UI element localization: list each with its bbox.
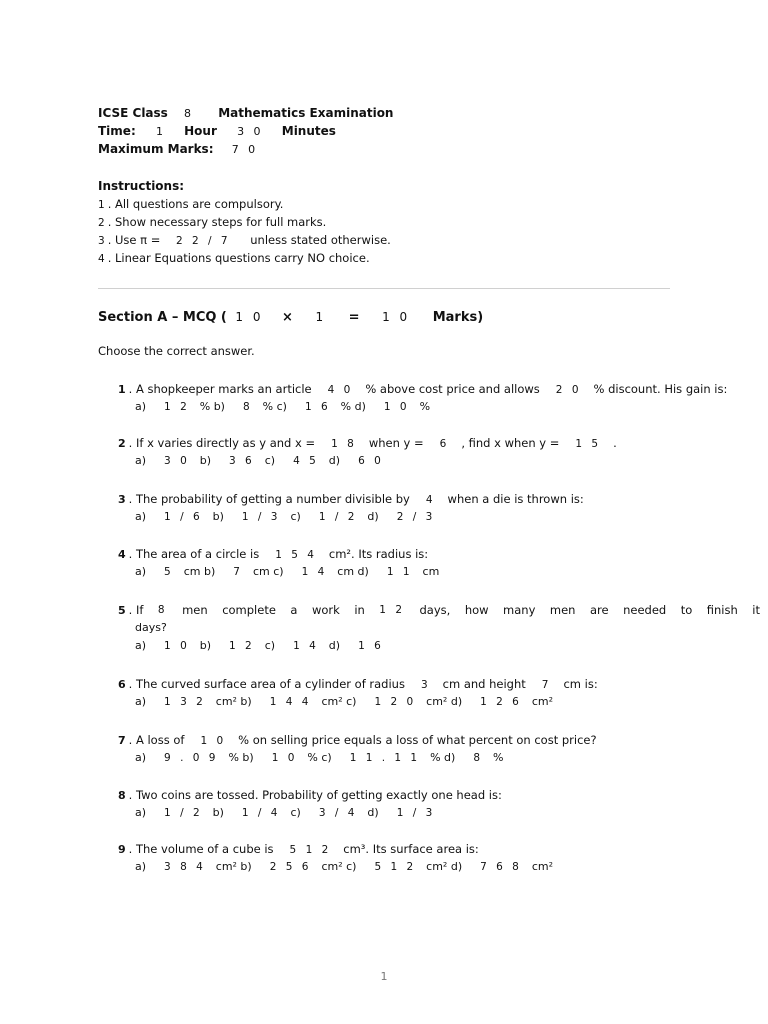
option-value: 1 6 (358, 640, 384, 652)
option-value: 1 2 (229, 640, 255, 652)
option-value: 1 / 4 (241, 807, 281, 819)
option-label: cm² (531, 695, 554, 708)
option-value: 9 . 0 9 (164, 752, 219, 764)
option-label: a) (135, 565, 147, 578)
option-label: c) (290, 510, 301, 523)
exam-name: Mathematics Examination (218, 106, 394, 120)
question-text: 3. The probability of getting a number divisible by 4 when a die is thrown is: (118, 492, 584, 506)
question-number: 7 (118, 734, 129, 747)
option-value: 1 0 (383, 401, 410, 413)
instruction-item: 2. Show necessary steps for full marks. (98, 215, 327, 229)
option-value: 1 / 2 (318, 511, 358, 523)
answer-options (135, 452, 394, 470)
question-text: 4. The area of a circle is 1 5 4 cm². Its radius is: (118, 547, 429, 561)
instruction-item: 4. Linear Equations questions carry NO choice. (98, 251, 370, 265)
question-text: 7. A loss of 1 0 % on selling price equals a loss of what percent on cost price? (118, 733, 597, 747)
option-label: % c) (262, 400, 287, 413)
answer-options (135, 749, 503, 767)
option-label: a) (135, 806, 147, 819)
option-label: a) (135, 860, 147, 873)
option-label: a) (135, 454, 147, 467)
section-subtitle: Choose the correct answer. (98, 344, 255, 358)
option-value: 1 1 (386, 566, 413, 578)
header-time-line (98, 122, 336, 141)
option-label: cm² d) (426, 695, 463, 708)
question-number: 4 (118, 548, 129, 561)
instruction-item: 3. Use π = 2 2 / 7 unless stated otherwise. (98, 233, 391, 247)
question-text: 2. If x varies directly as y and x = 1 8 when y = 6 , find x when y = 1 5 . (118, 436, 617, 450)
option-value: 1 2 6 (480, 696, 522, 708)
option-label: % d) (430, 751, 456, 764)
question-number: 8 (118, 789, 129, 802)
option-label: cm b) (183, 565, 216, 578)
option-value: 2 5 6 (269, 861, 312, 873)
question-text: 5. If 8 men complete a work in 1 2 days, how many men are needed to finish it (118, 603, 760, 617)
option-value: 1 4 (301, 566, 328, 578)
option-value: 1 / 3 (396, 807, 436, 819)
answer-options (135, 804, 445, 822)
question-number: 2 (118, 437, 129, 450)
question-number: 1 (118, 383, 129, 396)
option-value: 1 4 (293, 640, 319, 652)
option-value: 1 3 2 (164, 696, 206, 708)
option-label: c) (264, 639, 276, 652)
option-label: % b) (228, 751, 254, 764)
option-value: 1 / 3 (241, 511, 281, 523)
question-text-continued: days? (135, 621, 167, 634)
answer-options (135, 508, 445, 526)
time-label: Time: (98, 124, 136, 138)
option-label: % (419, 400, 431, 413)
question-number: 3 (118, 493, 129, 506)
option-label: cm² (531, 860, 554, 873)
option-value: 4 5 (293, 455, 319, 467)
option-value: 1 0 (164, 640, 190, 652)
option-value: 3 / 4 (318, 807, 358, 819)
option-label: c) (264, 454, 276, 467)
option-label: cm d) (337, 565, 369, 578)
answer-options (135, 858, 553, 876)
answer-options (135, 398, 430, 416)
question-text: 1. A shopkeeper marks an article 4 0 % above cost price and allows 2 0 % discount. His gain is: (118, 382, 728, 396)
minutes-label: Minutes (281, 124, 336, 138)
option-value: 1 / 2 (164, 807, 203, 819)
time-hours: 1 (155, 125, 166, 138)
option-label: cm² c) (321, 695, 357, 708)
instructions-title: Instructions: (98, 179, 185, 193)
option-value: 6 0 (358, 455, 384, 467)
option-label: b) (199, 454, 212, 467)
option-value: 7 6 8 (480, 861, 522, 873)
option-label: a) (135, 400, 147, 413)
page-number: 1 (380, 970, 388, 983)
marks-label: Maximum Marks: (98, 142, 214, 156)
option-label: cm (422, 565, 440, 578)
divider (98, 288, 670, 289)
option-value: 3 0 (164, 455, 190, 467)
option-label: % d) (340, 400, 366, 413)
option-label: a) (135, 510, 147, 523)
option-label: cm² b) (215, 695, 252, 708)
option-label: cm² d) (426, 860, 463, 873)
option-label: cm² c) (321, 860, 357, 873)
option-value: 3 6 (229, 455, 255, 467)
option-value: 5 (164, 566, 174, 578)
hour-label: Hour (184, 124, 217, 138)
option-value: 8 (242, 401, 253, 413)
instruction-item: 1. All questions are compulsory. (98, 197, 284, 211)
option-label: cm² b) (215, 860, 252, 873)
answer-options (135, 637, 394, 655)
header-class-line (98, 104, 393, 123)
option-label: d) (367, 806, 379, 819)
class-value: 8 (184, 107, 195, 120)
question-number: 5 (118, 604, 129, 617)
option-value: 1 2 (164, 401, 190, 413)
option-label: % c) (307, 751, 332, 764)
question-number: 9 (118, 843, 129, 856)
option-value: 1 / 6 (164, 511, 203, 523)
option-value: 7 (233, 566, 243, 578)
option-label: b) (199, 639, 212, 652)
option-label: d) (328, 639, 341, 652)
answer-options (135, 563, 439, 581)
option-value: 5 1 2 (374, 861, 417, 873)
option-value: 8 (473, 752, 484, 764)
option-label: a) (135, 639, 147, 652)
option-label: d) (367, 510, 379, 523)
option-label: c) (290, 806, 301, 819)
header-marks-line (98, 140, 258, 159)
option-label: a) (135, 751, 147, 764)
marks-value: 7 0 (231, 143, 259, 156)
option-label: d) (328, 454, 341, 467)
option-label: cm c) (252, 565, 284, 578)
time-minutes: 3 0 (237, 125, 264, 138)
option-label: b) (212, 806, 224, 819)
option-value: 1 6 (304, 401, 331, 413)
option-label: b) (212, 510, 224, 523)
answer-options (135, 693, 553, 711)
option-value: 1 0 (271, 752, 298, 764)
option-value: 3 8 4 (164, 861, 206, 873)
option-label: % b) (199, 400, 225, 413)
option-value: 2 / 3 (396, 511, 436, 523)
question-number: 6 (118, 678, 129, 691)
option-value: 1 1 . 1 1 (349, 752, 421, 764)
question-text: 6. The curved surface area of a cylinder of radius 3 cm and height 7 cm is: (118, 677, 598, 691)
option-value: 1 4 4 (269, 696, 312, 708)
option-value: 1 2 0 (374, 696, 417, 708)
question-text: 9. The volume of a cube is 5 1 2 cm³. Its surface area is: (118, 842, 479, 856)
question-text: 8. Two coins are tossed. Probability of getting exactly one head is: (118, 788, 502, 802)
option-label: % (493, 751, 504, 764)
class-label: ICSE Class (98, 106, 168, 120)
option-label: a) (135, 695, 147, 708)
section-title: Section A – MCQ ( 1 0 × 1 = 1 0 Marks) (98, 310, 484, 325)
